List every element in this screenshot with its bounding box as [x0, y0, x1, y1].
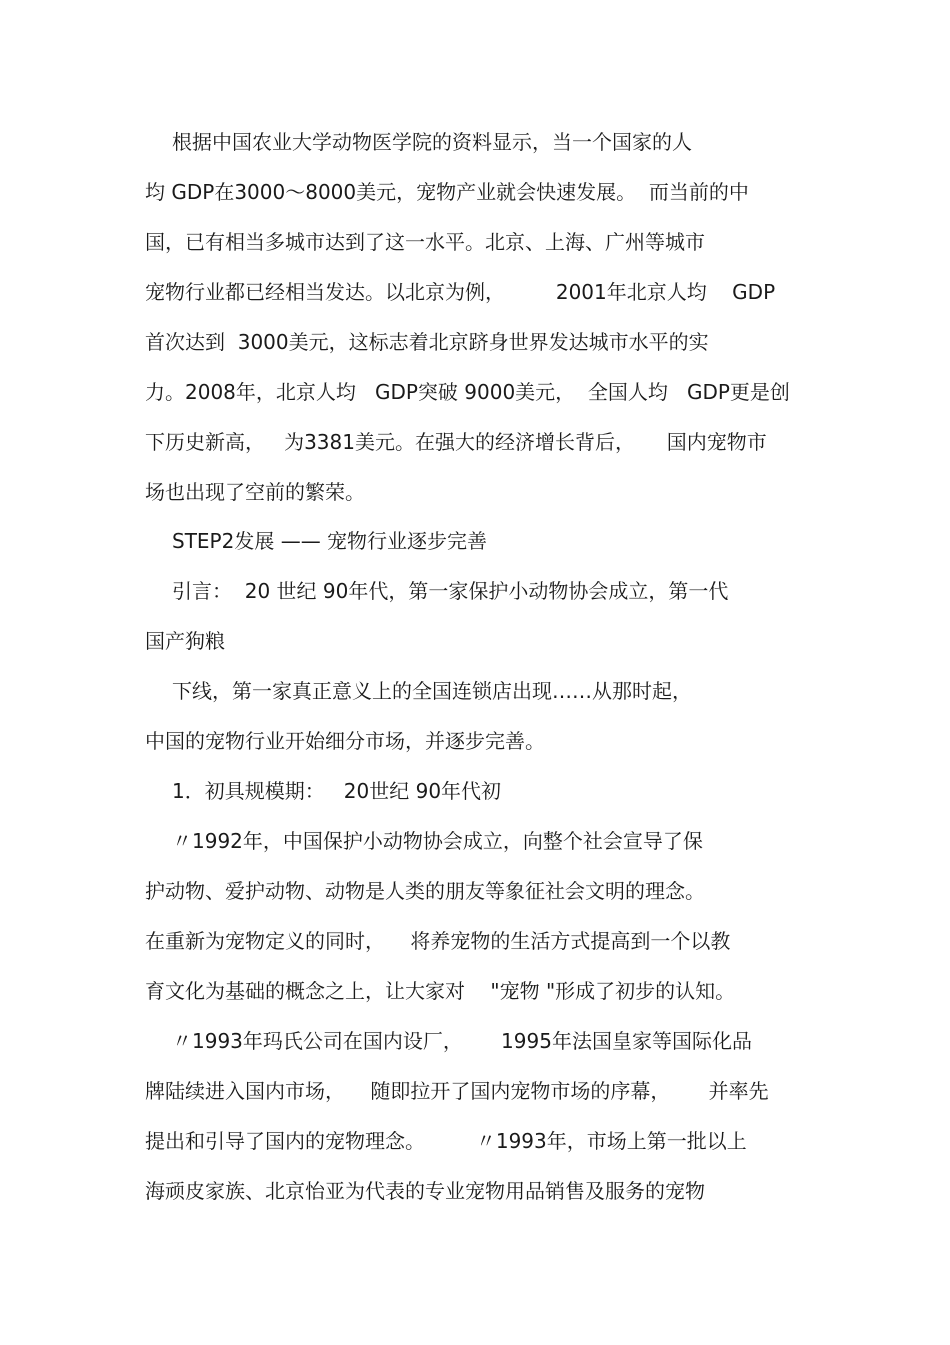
- body-line-2: 护动物、爱护动物、动物是人类的朋友等象征社会文明的理念。: [145, 879, 705, 903]
- body-line-7: 提出和引导了国内的宠物理念。 〃1993年，市场上第一批以上: [145, 1129, 747, 1153]
- body-line-5: 〃1993年玛氏公司在国内设厂， 1995年法国皇家等国际化品: [172, 1029, 752, 1053]
- intro-line-2: 国产狗粮: [145, 629, 225, 653]
- paragraph-line-6: 力。2008年，北京人均 GDP突破 9000美元， 全国人均 GDP更是创: [145, 380, 790, 404]
- intro-line-3: 下线，第一家真正意义上的全国连锁店出现……从那时起，: [172, 679, 692, 703]
- body-line-1: 〃1992年，中国保护小动物协会成立，向整个社会宣导了保: [172, 829, 703, 853]
- paragraph-line-2: 均 GDP在3000～8000美元，宠物产业就会快速发展。 而当前的中: [145, 180, 749, 204]
- paragraph-line-3: 国，已有相当多城市达到了这一水平。北京、上海、广州等城市: [145, 230, 705, 254]
- body-line-6: 牌陆续进入国内市场， 随即拉开了国内宠物市场的序幕， 并率先: [145, 1079, 769, 1103]
- subsection-heading: 1．初具规模期： 20世纪 90年代初: [172, 779, 502, 803]
- paragraph-line-8: 场也出现了空前的繁荣。: [145, 480, 365, 504]
- paragraph-line-4: 宠物行业都已经相当发达。以北京为例， 2001年北京人均 GDP: [145, 280, 776, 304]
- body-line-4: 育文化为基础的概念之上，让大家对 "宠物 "形成了初步的认知。: [145, 979, 736, 1003]
- intro-line-1: 引言： 20 世纪 90年代，第一家保护小动物协会成立，第一代: [172, 579, 729, 603]
- paragraph-line-5: 首次达到 3000美元，这标志着北京跻身世界发达城市水平的实: [145, 330, 709, 354]
- body-line-8: 海顽皮家族、北京怡亚为代表的专业宠物用品销售及服务的宠物: [145, 1179, 705, 1203]
- paragraph-line-1: 根据中国农业大学动物医学院的资料显示，当一个国家的人: [172, 130, 692, 154]
- intro-line-4: 中国的宠物行业开始细分市场，并逐步完善。: [145, 729, 545, 753]
- paragraph-line-7: 下历史新高， 为3381美元。在强大的经济增长背后， 国内宠物市: [145, 430, 767, 454]
- section-heading: STEP2发展 —— 宠物行业逐步完善: [172, 529, 488, 553]
- body-line-3: 在重新为宠物定义的同时， 将养宠物的生活方式提高到一个以教: [145, 929, 731, 953]
